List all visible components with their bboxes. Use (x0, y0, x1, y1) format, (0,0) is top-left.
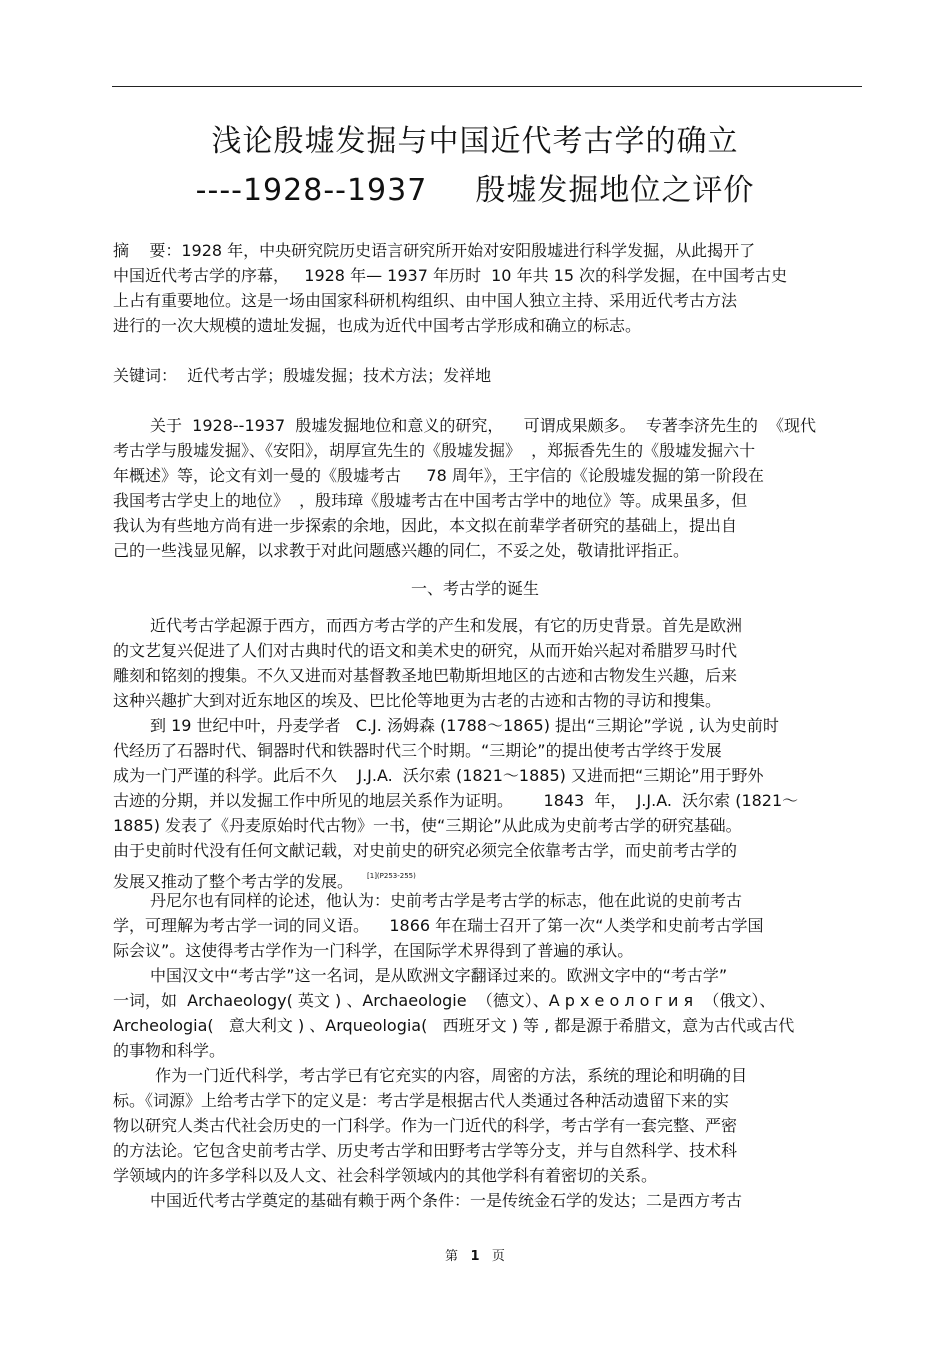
page-footer (0, 1248, 950, 1266)
title-line-1: 浅论殷墟发掘与中国近代考古学的确立 (211, 124, 739, 159)
intro-line: 我认为有些地方尚有进一步探索的余地，因此，本文拟在前辈学者研究的基础上，提出自 (113, 516, 738, 535)
body-line: 的文艺复兴促进了人们对古典时代的语文和美术史的研究，从而开始兴起对希腊罗马时代 (113, 641, 738, 660)
body-line: 一词，如 Archaeology( 英文 ) 、Archaeologie （德文）、А р х е о л о г и я （俄文）、 (113, 991, 776, 1010)
body-line: 到 19 世纪中叶，丹麦学者 C.J. 汤姆森 (1788～1865) 提出“三期论”学说 , 认为史前时 (150, 716, 779, 735)
citation-superscript: [1](P253-255) (367, 872, 416, 880)
body-line: 作为一门近代科学，考古学已有它充实的内容，周密的方法，系统的理论和明确的目 (150, 1066, 748, 1085)
body-line: 学，可理解为考古学一词的同义语。 1866 年在瑞士召开了第一次“人类学和史前考古学国 (113, 916, 764, 935)
body-line: 代经历了石器时代、铜器时代和铁器时代三个时期。“三期论”的提出使考古学终于发展 (113, 741, 722, 760)
body-line: 的方法论。它包含史前考古学、历史考古学和田野考古学等分支，并与自然科学、技术科 (113, 1141, 738, 1160)
body-line-text: 发展又推动了整个考古学的发展。 (113, 872, 354, 891)
title-line-2 (0, 173, 950, 209)
intro-line: 考古学与殷墟发掘》、《安阳》，胡厚宣先生的《殷墟发掘》 ，郑振香先生的《殷墟发掘六十 (113, 441, 756, 460)
footer-suffix: 页 (491, 1249, 505, 1264)
keywords-line: 关键词： 近代考古学；殷墟发掘；技术方法；发祥地 (113, 366, 492, 385)
body-line: 的事物和科学。 (113, 1041, 226, 1060)
body-line: 近代考古学起源于西方，而西方考古学的产生和发展，有它的历史背景。首先是欧洲 (150, 616, 743, 635)
body-line (113, 865, 416, 893)
intro-line: 我国考古学史上的地位》 ，殷玮璋《殷墟考古在中国考古学中的地位》等。成果虽多，但 (113, 491, 748, 510)
body-line: 雕刻和铭刻的搜集。不久又进而对基督教圣地巴勒斯坦地区的古迹和古物发生兴趣，后来 (113, 666, 738, 685)
section-heading: 一、考古学的诞生 (410, 579, 539, 598)
body-line: 物以研究人类古代社会历史的一门科学。作为一门近代的科学，考古学有一套完整、严密 (113, 1116, 738, 1135)
body-line: 标。《词源》上给考古学下的定义是：考古学是根据古代人类通过各种活动遗留下来的实 (113, 1091, 730, 1110)
abstract-line: 摘 要：1928 年，中央研究院历史语言研究所开始对安阳殷墟进行科学发掘，从此揭开了 (113, 241, 756, 260)
header-rule (112, 86, 862, 87)
abstract-line: 上占有重要地位。这是一场由国家科研机构组织、由中国人独立主持、采用近代考古方法 (113, 291, 738, 310)
body-line: 这种兴趣扩大到对近东地区的埃及、巴比伦等地更为古老的古迹和古物的寻访和搜集。 (113, 691, 722, 710)
body-line: 学领域内的许多学科以及人文、社会科学领域内的其他学科有着密切的关系。 (113, 1166, 658, 1185)
footer-prefix: 第 (445, 1249, 459, 1264)
title-years: ----1928--1937 (195, 173, 428, 208)
intro-line: 己的一些浅显见解，以求教于对此问题感兴趣的同仁，不妥之处，敬请批评指正。 (113, 541, 690, 560)
body-line: 中国近代考古学奠定的基础有赖于两个条件：一是传统金石学的发达；二是西方考古 (150, 1191, 743, 1210)
body-line: 际会议”。这使得考古学作为一门科学，在国际学术界得到了普遍的承认。 (113, 941, 634, 960)
title-subtitle: 殷墟发掘地位之评价 (475, 173, 755, 208)
intro-line: 关于 1928--1937 殷墟发掘地位和意义的研究， 可谓成果颇多。 专著李济先生的 《现代 (150, 416, 817, 435)
abstract-line: 进行的一次大规模的遗址发掘，也成为近代中国考古学形成和确立的标志。 (113, 316, 642, 335)
body-line: 古迹的分期，并以发掘工作中所见的地层关系作为证明。 1843 年， J.J.A. 沃尔索 (1821～ (113, 791, 799, 810)
body-line: 丹尼尔也有同样的论述，他认为：史前考古学是考古学的标志，他在此说的史前考古 (150, 891, 743, 910)
body-line: 成为一门严谨的科学。此后不久 J.J.A. 沃尔索 (1821～1885) 又进而把“三期论”用于野外 (113, 766, 764, 785)
page-number: 1 (470, 1249, 480, 1264)
body-line: Archeologia( 意大利文 ) 、Arqueologia( 西班牙文 ) 等 , 都是源于希腊文，意为古代或古代 (113, 1016, 795, 1035)
intro-line: 年概述》等，论文有刘一曼的《殷墟考古 78 周年》，王宇信的《论殷墟发掘的第一阶段在 (113, 466, 764, 485)
body-line: 1885) 发表了《丹麦原始时代古物》一书，使“三期论”从此成为史前考古学的研究基础。 (113, 816, 742, 835)
abstract-line: 中国近代考古学的序幕， 1928 年— 1937 年历时 10 年共 15 次的科学发掘，在中国考古史 (113, 266, 788, 285)
body-line: 由于史前时代没有任何文献记载，对史前史的研究必须完全依靠考古学，而史前考古学的 (113, 841, 738, 860)
body-line: 中国汉文中“考古学”这一名词，是从欧洲文字翻译过来的。欧洲文字中的“考古学” (150, 966, 728, 985)
